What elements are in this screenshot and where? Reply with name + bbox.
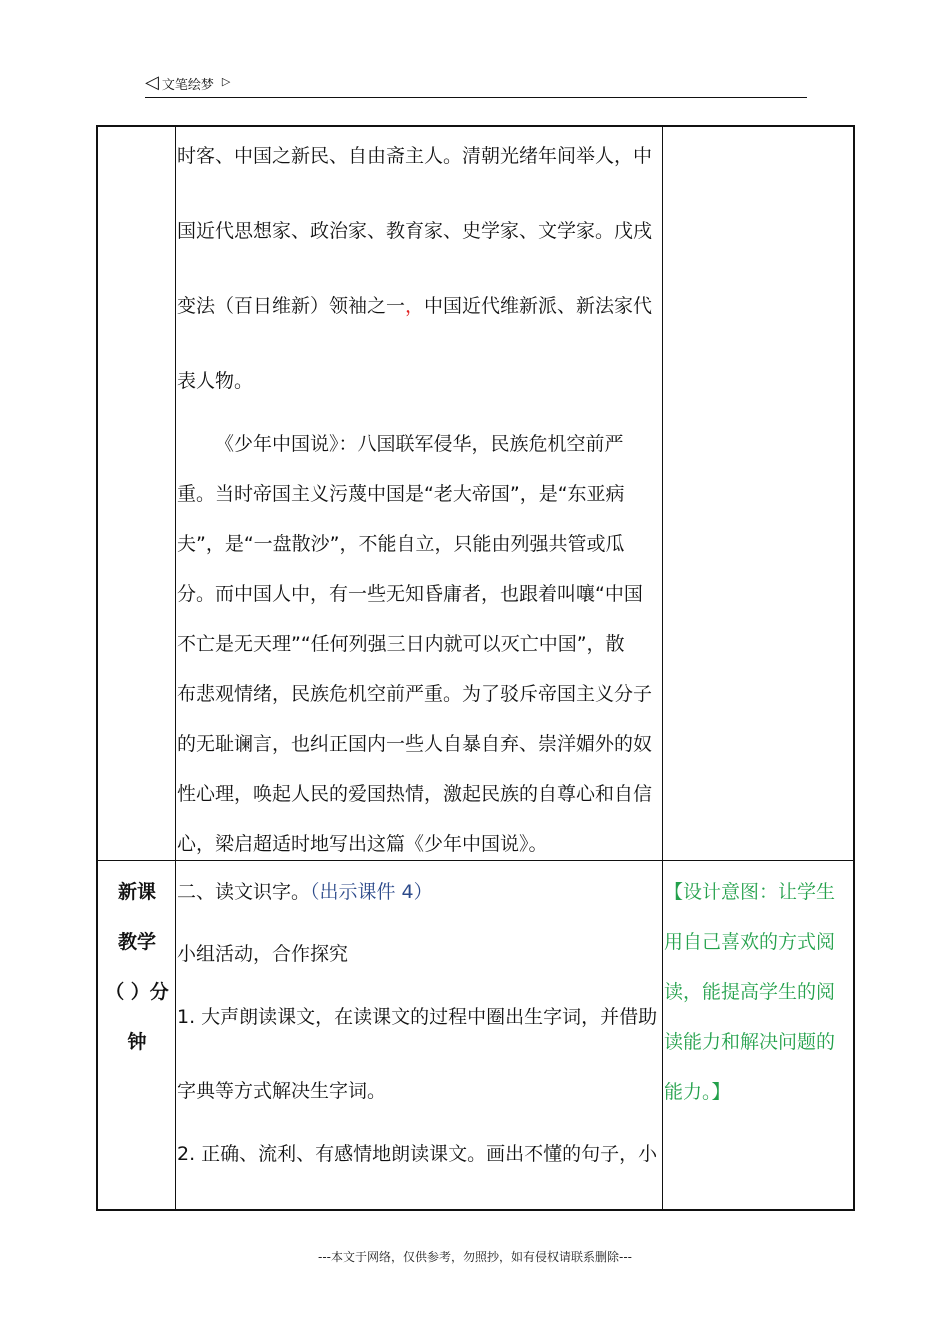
- header-title: 文笔绘梦: [161, 77, 214, 93]
- text-line: 重。当时帝国主义污蔑中国是“老大帝国”，是“东亚病: [177, 483, 625, 505]
- row-label-line: 教学: [117, 931, 156, 953]
- lesson-table: [96, 125, 855, 1211]
- text-line: 不亡是无天理”“任何列强三日内就可以灭亡中国”，散: [177, 633, 625, 655]
- row-divider: [98, 860, 853, 861]
- text-line: 的无耻谰言，也纠正国内一些人自暴自弃、崇洋媚外的奴: [177, 733, 653, 755]
- page-footer: ---本文于网络，仅供参考，勿照抄，如有侵权请联系删除---: [318, 1250, 632, 1264]
- row-label-line: 钟: [127, 1031, 147, 1053]
- section-heading: [177, 877, 433, 904]
- row-label-line: （ ）分: [105, 981, 169, 1003]
- text-line: 夫”，是“一盘散沙”，不能自立，只能由列强共管或瓜: [177, 533, 625, 555]
- text-line: 分。而中国人中，有一些无知昏庸者，也跟着叫嚷“中国: [177, 583, 643, 605]
- header-rule: [145, 97, 807, 98]
- task-item-1-cont: 字典等方式解决生字词。: [177, 1080, 387, 1102]
- text-line: 表人物。: [177, 370, 254, 392]
- design-note-line: 能力。】: [664, 1081, 731, 1103]
- heading-text: 二、读文识字。: [177, 881, 311, 903]
- red-comma: ，: [405, 295, 425, 317]
- page-header: [145, 72, 230, 94]
- task-item-2: 2. 正确、流利、有感情地朗读课文。画出不懂的句子，小: [177, 1143, 658, 1165]
- text-line: 国近代思想家、政治家、教育家、史学家、文学家。戊戌: [177, 220, 653, 242]
- text-line: [177, 291, 652, 318]
- courseware-note: （出示课件 4）: [310, 881, 433, 903]
- text-line: 心，梁启超适时地写出这篇《少年中国说》。: [177, 833, 548, 855]
- triangle-right-icon: ▷: [221, 74, 231, 88]
- column-divider-2: [662, 127, 663, 1209]
- design-note-line: 【设计意图：让学生: [664, 881, 836, 903]
- text-line: 《少年中国说》：八国联军侵华，民族危机空前严: [215, 433, 624, 455]
- text-line: 性心理，唤起人民的爱国热情，激起民族的自尊心和自信: [177, 783, 653, 805]
- design-note-line: 用自己喜欢的方式阅: [664, 931, 836, 953]
- design-note-line: 读能力和解决问题的: [664, 1031, 836, 1053]
- text-line: 布悲观情绪，民族危机空前严重。为了驳斥帝国主义分子: [177, 683, 653, 705]
- design-note-line: 读，能提高学生的阅: [664, 981, 836, 1003]
- text-fragment: 变法（百日维新）领袖之一: [177, 295, 406, 317]
- task-item-1: 1. 大声朗读课文，在读课文的过程中圈出生字词，并借助: [177, 1006, 658, 1028]
- activity-line: 小组活动，合作探究: [177, 943, 349, 965]
- triangle-left-icon: ◁: [145, 72, 159, 93]
- text-fragment: 中国近代维新派、新法家代: [424, 295, 653, 317]
- row-label-line: 新课: [117, 881, 156, 903]
- text-line: 时客、中国之新民、自由斋主人。清朝光绪年间举人，中: [177, 145, 653, 167]
